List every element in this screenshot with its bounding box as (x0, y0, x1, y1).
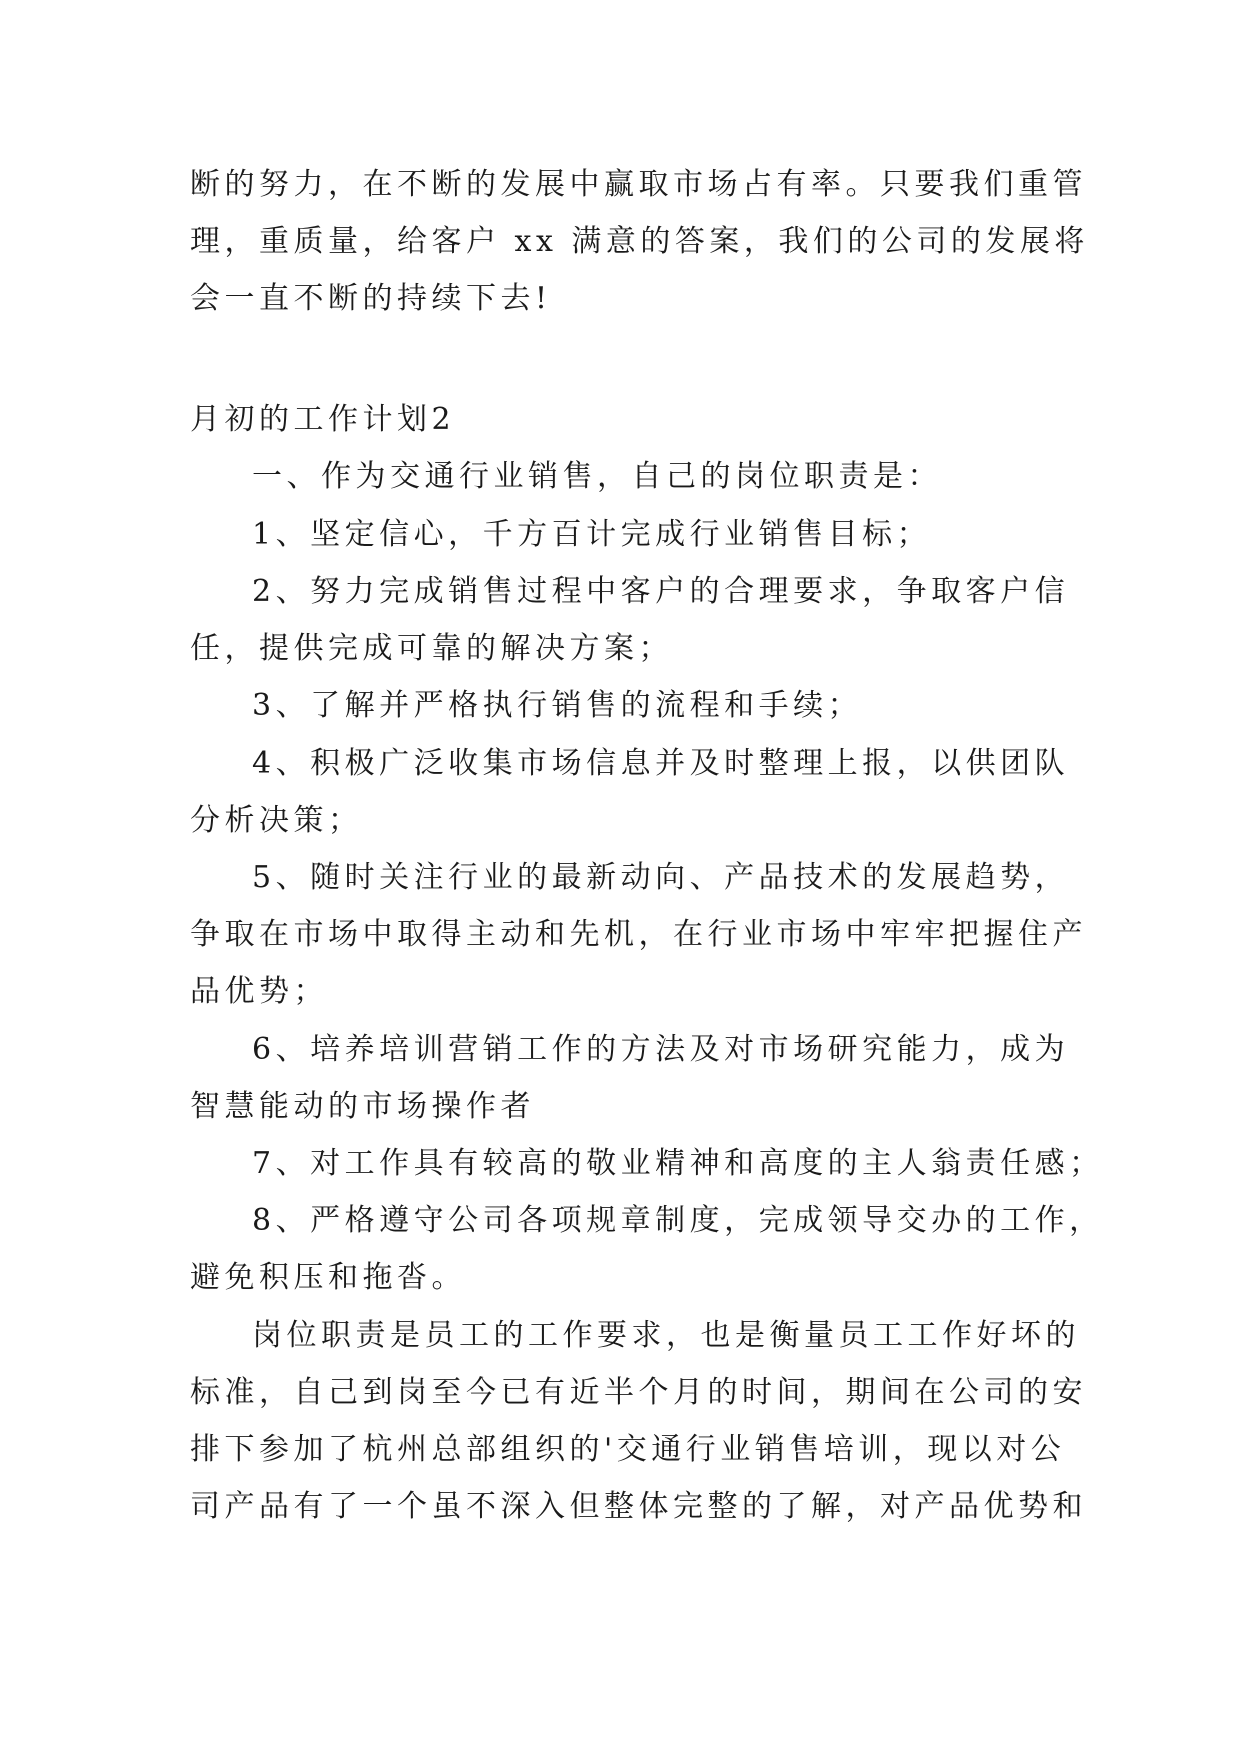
list-item: 8、严格遵守公司各项规章制度，完成领导交办的工作， (252, 1203, 1104, 1238)
list-item: 1、坚定信心，千方百计完成行业销售目标； (252, 517, 932, 552)
paragraph-line: 排下参加了杭州总部组织的'交通行业销售培训，现以对公 (190, 1432, 1066, 1467)
list-item: 7、对工作具有较高的敬业精神和高度的主人翁责任感； (252, 1146, 1104, 1181)
paragraph-line: 司产品有了一个虽不深入但整体完整的了解，对产品优势和 (190, 1489, 1087, 1524)
list-item-continuation: 任，提供完成可靠的解决方案； (190, 631, 673, 666)
list-item-continuation: 品优势； (190, 974, 328, 1009)
list-item-continuation: 避免积压和拖沓。 (190, 1260, 466, 1295)
list-item: 5、随时关注行业的最新动向、产品技术的发展趋势， (252, 860, 1070, 895)
list-item: 3、了解并严格执行销售的流程和手续； (252, 688, 863, 723)
list-item: 4、积极广泛收集市场信息并及时整理上报，以供团队 (252, 746, 1070, 781)
list-item-continuation: 争取在市场中取得主动和先机，在行业市场中牢牢把握住产 (190, 917, 1087, 952)
paragraph-line: 断的努力，在不断的发展中赢取市场占有率。只要我们重管 (190, 167, 1087, 202)
section-heading: 月初的工作计划2 (190, 402, 456, 437)
paragraph-line: 会一直不断的持续下去! (190, 281, 552, 316)
paragraph-line: 标准，自己到岗至今已有近半个月的时间，期间在公司的安 (190, 1375, 1087, 1410)
list-item-continuation: 分析决策； (190, 803, 363, 838)
paragraph-line: 理，重质量，给客户 xx 满意的答案，我们的公司的发展将 (190, 224, 1089, 259)
list-item-continuation: 智慧能动的市场操作者 (190, 1089, 535, 1124)
list-item: 6、培养培训营销工作的方法及对市场研究能力，成为 (252, 1032, 1070, 1067)
paragraph-line: 岗位职责是员工的工作要求，也是衡量员工工作好坏的 (252, 1318, 1080, 1353)
list-item: 2、努力完成销售过程中客户的合理要求，争取客户信 (252, 574, 1070, 609)
paragraph-line: 一、作为交通行业销售，自己的岗位职责是： (252, 459, 942, 494)
